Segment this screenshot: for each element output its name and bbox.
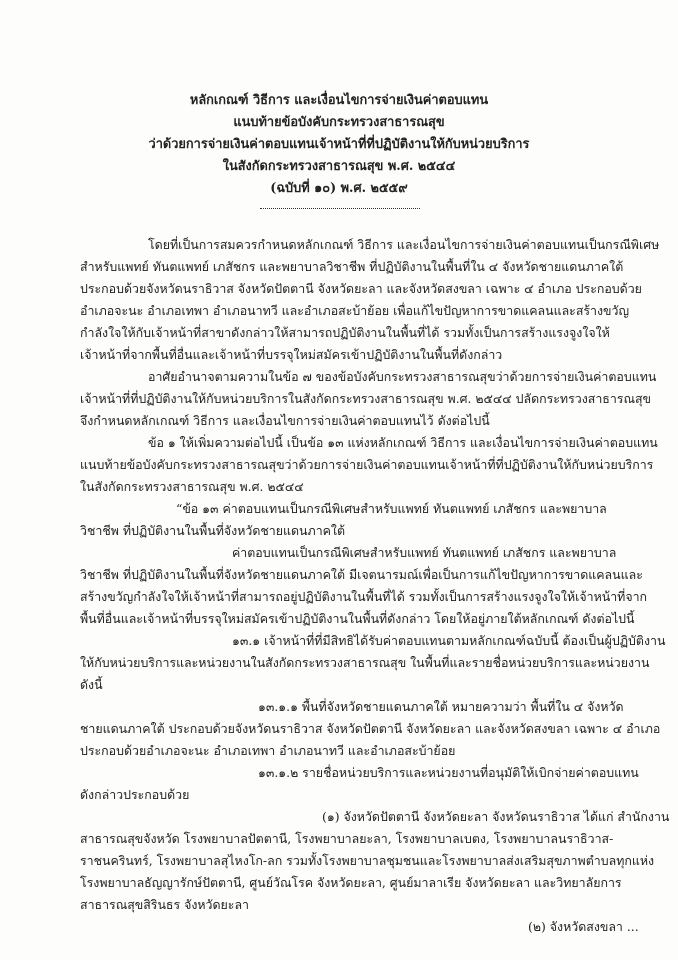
body-line: พื้นที่อื่นและเจ้าหน้าที่บรรจุใหม่สมัครเข้าปฏิบัติงานในพื้นที่ดังกล่าว โดยให้อยู่ภายใต้หลักเกณฑ์ ดังต่อไปนี้: [80, 611, 635, 626]
doc-title-line-1: หลักเกณฑ์ วิธีการ และเงื่อนไขการจ่ายเงินค่าตอบแทน: [189, 93, 489, 108]
body-line: ประกอบด้วยอำเภอจะนะ อำเภอเทพา อำเภอนาทวี และอำเภอสะบ้าย้อย: [80, 743, 456, 758]
body-line: สร้างขวัญกำลังใจให้เจ้าหน้าที่สามารถอยู่ปฏิบัติงานในพื้นที่ได้ รวมทั้งเป็นการสร้างแรงจูงใจให้เจ้าหน้าที่จาก: [80, 589, 648, 604]
body-line: ๑๓.๑.๑ พื้นที่จังหวัดชายแดนภาคใต้ หมายความว่า พื้นที่ใน ๔ จังหวัด: [258, 699, 624, 714]
body-line: กำลังใจให้กับเจ้าหน้าที่สาขาดังกล่าวให้สามารถปฏิบัติงานในพื้นที่ได้ รวมทั้งเป็นการสร้างแรงจูงใจให้: [80, 325, 610, 340]
body-line: “ข้อ ๑๓ ค่าตอบแทนเป็นกรณีพิเศษสำหรับแพทย์ ทันตแพทย์ เภสัชกร และพยาบาล: [176, 501, 607, 516]
body-line: ดังกล่าวประกอบด้วย: [80, 787, 190, 802]
body-line: โดยที่เป็นการสมควรกำหนดหลักเกณฑ์ วิธีการ และเงื่อนไขการจ่ายเงินค่าตอบแทนเป็นกรณีพิเศษ: [148, 237, 660, 252]
body-line: สาธารณสุขจังหวัด โรงพยาบาลปัตตานี, โรงพยาบาลยะลา, โรงพยาบาลเบตง, โรงพยาบาลนราธิวาส-: [80, 831, 614, 846]
body-line: โรงพยาบาลธัญญารักษ์ปัตตานี, ศูนย์วัณโรค จังหวัดยะลา, ศูนย์มาลาเรีย จังหวัดยะลา และวิทยาลัยการ: [80, 875, 622, 890]
body-line: ดังนี้: [80, 677, 103, 692]
title-divider: [260, 208, 420, 209]
doc-title-line-5: (ฉบับที่ ๑๐) พ.ศ. ๒๕๕๙: [270, 181, 408, 196]
body-line: อำเภอจะนะ อำเภอเทพา อำเภอนาทวี และอำเภอสะบ้าย้อย เพื่อแก้ไขปัญหาการขาดแคลนและสร้างขวัญ: [80, 303, 630, 318]
body-line: วิชาชีพ ที่ปฏิบัติงานในพื้นที่จังหวัดชายแดนภาคใต้ มีเจตนารมณ์เพื่อเป็นการแก้ไขปัญหาการขาดแคลนและ: [80, 567, 643, 582]
body-line: (๑) จังหวัดปัตตานี จังหวัดยะลา จังหวัดนราธิวาส ได้แก่ สำนักงาน: [322, 809, 670, 824]
body-line: ข้อ ๑ ให้เพิ่มความต่อไปนี้ เป็นข้อ ๑๓ แห่งหลักเกณฑ์ วิธีการ และเงื่อนไขการจ่ายเงินค่าตอบแทน: [148, 435, 658, 450]
body-line: เจ้าหน้าที่ที่ปฏิบัติงานให้กับหน่วยบริการในสังกัดกระทรวงสาธารณสุข พ.ศ. ๒๕๔๔ ปลัดกระทรวงสาธารณสุข: [80, 391, 651, 406]
body-line: เจ้าหน้าที่จากพื้นที่อื่นและเจ้าหน้าที่บรรจุใหม่สมัครเข้าปฏิบัติงานในพื้นที่ดังกล่าว: [80, 347, 503, 362]
body-line: อาศัยอำนาจตามความในข้อ ๗ ของข้อบังคับกระทรวงสาธารณสุขว่าด้วยการจ่ายเงินค่าตอบแทน: [148, 369, 657, 384]
doc-title-line-4: ในสังกัดกระทรวงสาธารณสุข พ.ศ. ๒๕๔๔: [222, 159, 456, 174]
body-line: สาธารณสุขสิรินธร จังหวัดยะลา: [80, 897, 250, 912]
body-line: จึงกำหนดหลักเกณฑ์ วิธีการ และเงื่อนไขการจ่ายเงินค่าตอบแทนไว้ ดังต่อไปนี้: [80, 413, 490, 428]
body-line: ราชนครินทร์, โรงพยาบาลสุไหงโก-ลก รวมทั้งโรงพยาบาลชุมชนและโรงพยาบาลส่งเสริมสุขภาพตำบลทุกแห่ง: [80, 853, 655, 868]
body-line: วิชาชีพ ที่ปฏิบัติงานในพื้นที่จังหวัดชายแดนภาคใต้: [80, 523, 346, 538]
body-line: ให้กับหน่วยบริการและหน่วยงานในสังกัดกระทรวงสาธารณสุข ในพื้นที่และรายชื่อหน่วยบริการและหน่วยงาน: [80, 655, 650, 670]
body-line: ประกอบด้วยจังหวัดนราธิวาส จังหวัดปัตตานี จังหวัดยะลา และจังหวัดสงขลา เฉพาะ ๔ อำเภอ ประกอบด้วย: [80, 281, 642, 296]
body-line: สำหรับแพทย์ ทันตแพทย์ เภสัชกร และพยาบาลวิชาชีพ ที่ปฏิบัติงานในพื้นที่ใน ๔ จังหวัดชายแดนภาคใต้: [80, 259, 624, 274]
continuation-note: (๒) จังหวัดสงขลา ...: [528, 919, 639, 934]
body-line: ค่าตอบแทนเป็นกรณีพิเศษสำหรับแพทย์ ทันตแพทย์ เภสัชกร และพยาบาล: [232, 545, 617, 560]
doc-title-line-3: ว่าด้วยการจ่ายเงินค่าตอบแทนเจ้าหน้าที่ที่ปฏิบัติงานให้กับหน่วยบริการ: [148, 137, 530, 152]
body-line: ในสังกัดกระทรวงสาธารณสุข พ.ศ. ๒๕๔๔: [80, 479, 304, 494]
body-line: ๑๓.๑ เจ้าหน้าที่ที่มีสิทธิได้รับค่าตอบแทนตามหลักเกณฑ์ฉบับนี้ ต้องเป็นผู้ปฏิบัติงาน: [232, 633, 666, 648]
doc-title-line-2: แนบท้ายข้อบังคับกระทรวงสาธารณสุข: [233, 115, 445, 130]
body-line: แนบท้ายข้อบังคับกระทรวงสาธารณสุขว่าด้วยการจ่ายเงินค่าตอบแทนเจ้าหน้าที่ที่ปฏิบัติงานให้กับหน่วยบริการ: [80, 457, 654, 472]
body-line: ๑๓.๑.๒ รายชื่อหน่วยบริการและหน่วยงานที่อนุมัติให้เบิกจ่ายค่าตอบแทน: [258, 765, 639, 780]
body-line: ชายแดนภาคใต้ ประกอบด้วยจังหวัดนราธิวาส จังหวัดปัตตานี จังหวัดยะลา และจังหวัดสงขลา เฉพาะ ๔ อำเภอ: [80, 721, 661, 736]
